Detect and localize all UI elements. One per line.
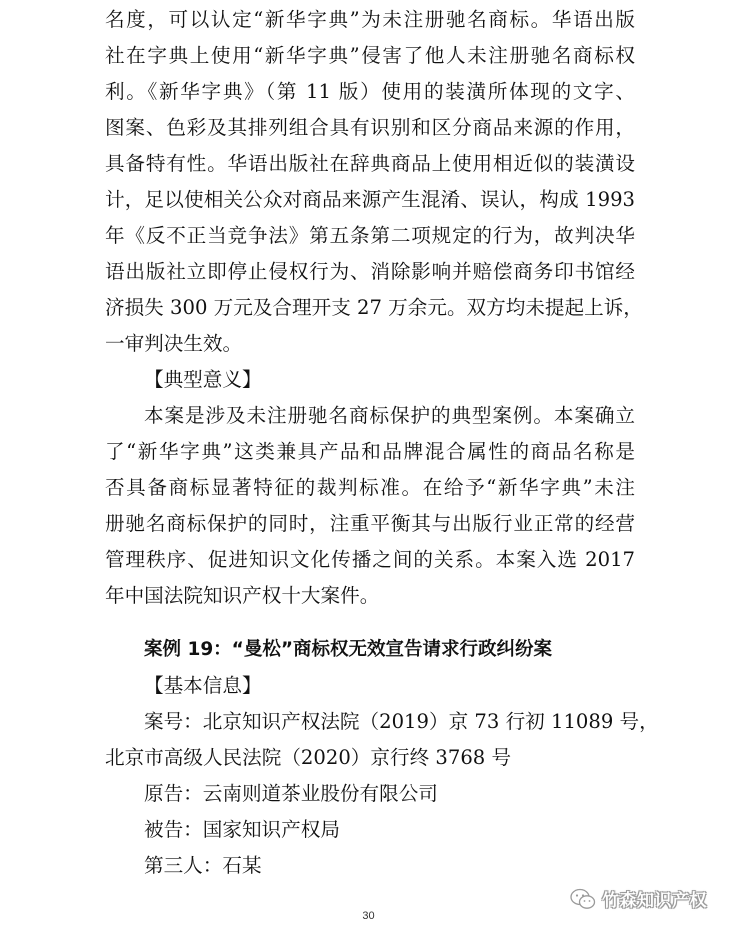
paragraph-line: 图案、色彩及其排列组合具有识别和区分商品来源的作用， [105, 116, 635, 139]
watermark-text: 竹森知识产权 [602, 891, 707, 911]
plaintiff-line: 原告：云南则道茶业股份有限公司 [144, 782, 438, 805]
paragraph-line: 年中国法院知识产权十大案件。 [105, 584, 380, 607]
paragraph-line: 本案是涉及未注册驰名商标保护的典型案例。本案确立 [144, 404, 635, 427]
section-heading-basic-info: 【基本信息】 [144, 674, 262, 697]
paragraph-line: 了“新华字典”这类兼具产品和品牌混合属性的商品名称是 [105, 440, 635, 463]
watermark [570, 886, 707, 911]
case-number-line: 北京市高级人民法院（2020）京行终 3768 号 [105, 746, 512, 769]
third-party-line: 第三人：石某 [144, 854, 262, 877]
paragraph-line: 年《反不正当竞争法》第五条第二项规定的行为，故判决华 [105, 224, 635, 247]
paragraph-line: 一审判决生效。 [105, 332, 243, 355]
paragraph-line: 利。《新华字典》（第 11 版）使用的装潢所体现的文字、 [105, 80, 635, 103]
paragraph-line: 名度，可以认定“新华字典”为未注册驰名商标。华语出版 [105, 8, 635, 31]
paragraph-line: 计，足以使相关公众对商品来源产生混淆、误认，构成 1993 [105, 188, 635, 211]
case-number-line: 案号：北京知识产权法院（2019）京 73 行初 11089 号， [144, 710, 659, 733]
section-heading-significance: 【典型意义】 [144, 368, 262, 391]
paragraph-line: 管理秩序、促进知识文化传播之间的关系。本案入选 2017 [105, 548, 635, 571]
defendant-line: 被告：国家知识产权局 [144, 818, 340, 841]
paragraph-line: 否具备商标显著特征的裁判标准。在给予“新华字典”未注 [105, 476, 635, 499]
page-number: 30 [362, 910, 375, 922]
paragraph-line: 语出版社立即停止侵权行为、消除影响并赔偿商务印书馆经 [105, 260, 635, 283]
paragraph-line: 社在字典上使用“新华字典”侵害了他人未注册驰名商标权 [105, 44, 635, 67]
paragraph-line: 济损失 300 万元及合理开支 27 万余元。双方均未提起上诉， [105, 296, 643, 319]
wechat-icon [570, 888, 596, 910]
paragraph-line: 册驰名商标保护的同时，注重平衡其与出版行业正常的经营 [105, 512, 635, 535]
paragraph-line: 具备特有性。华语出版社在辞典商品上使用相近似的装潢设 [105, 152, 635, 175]
case-title: 案例 19：“曼松”商标权无效宣告请求行政纠纷案 [144, 639, 553, 660]
